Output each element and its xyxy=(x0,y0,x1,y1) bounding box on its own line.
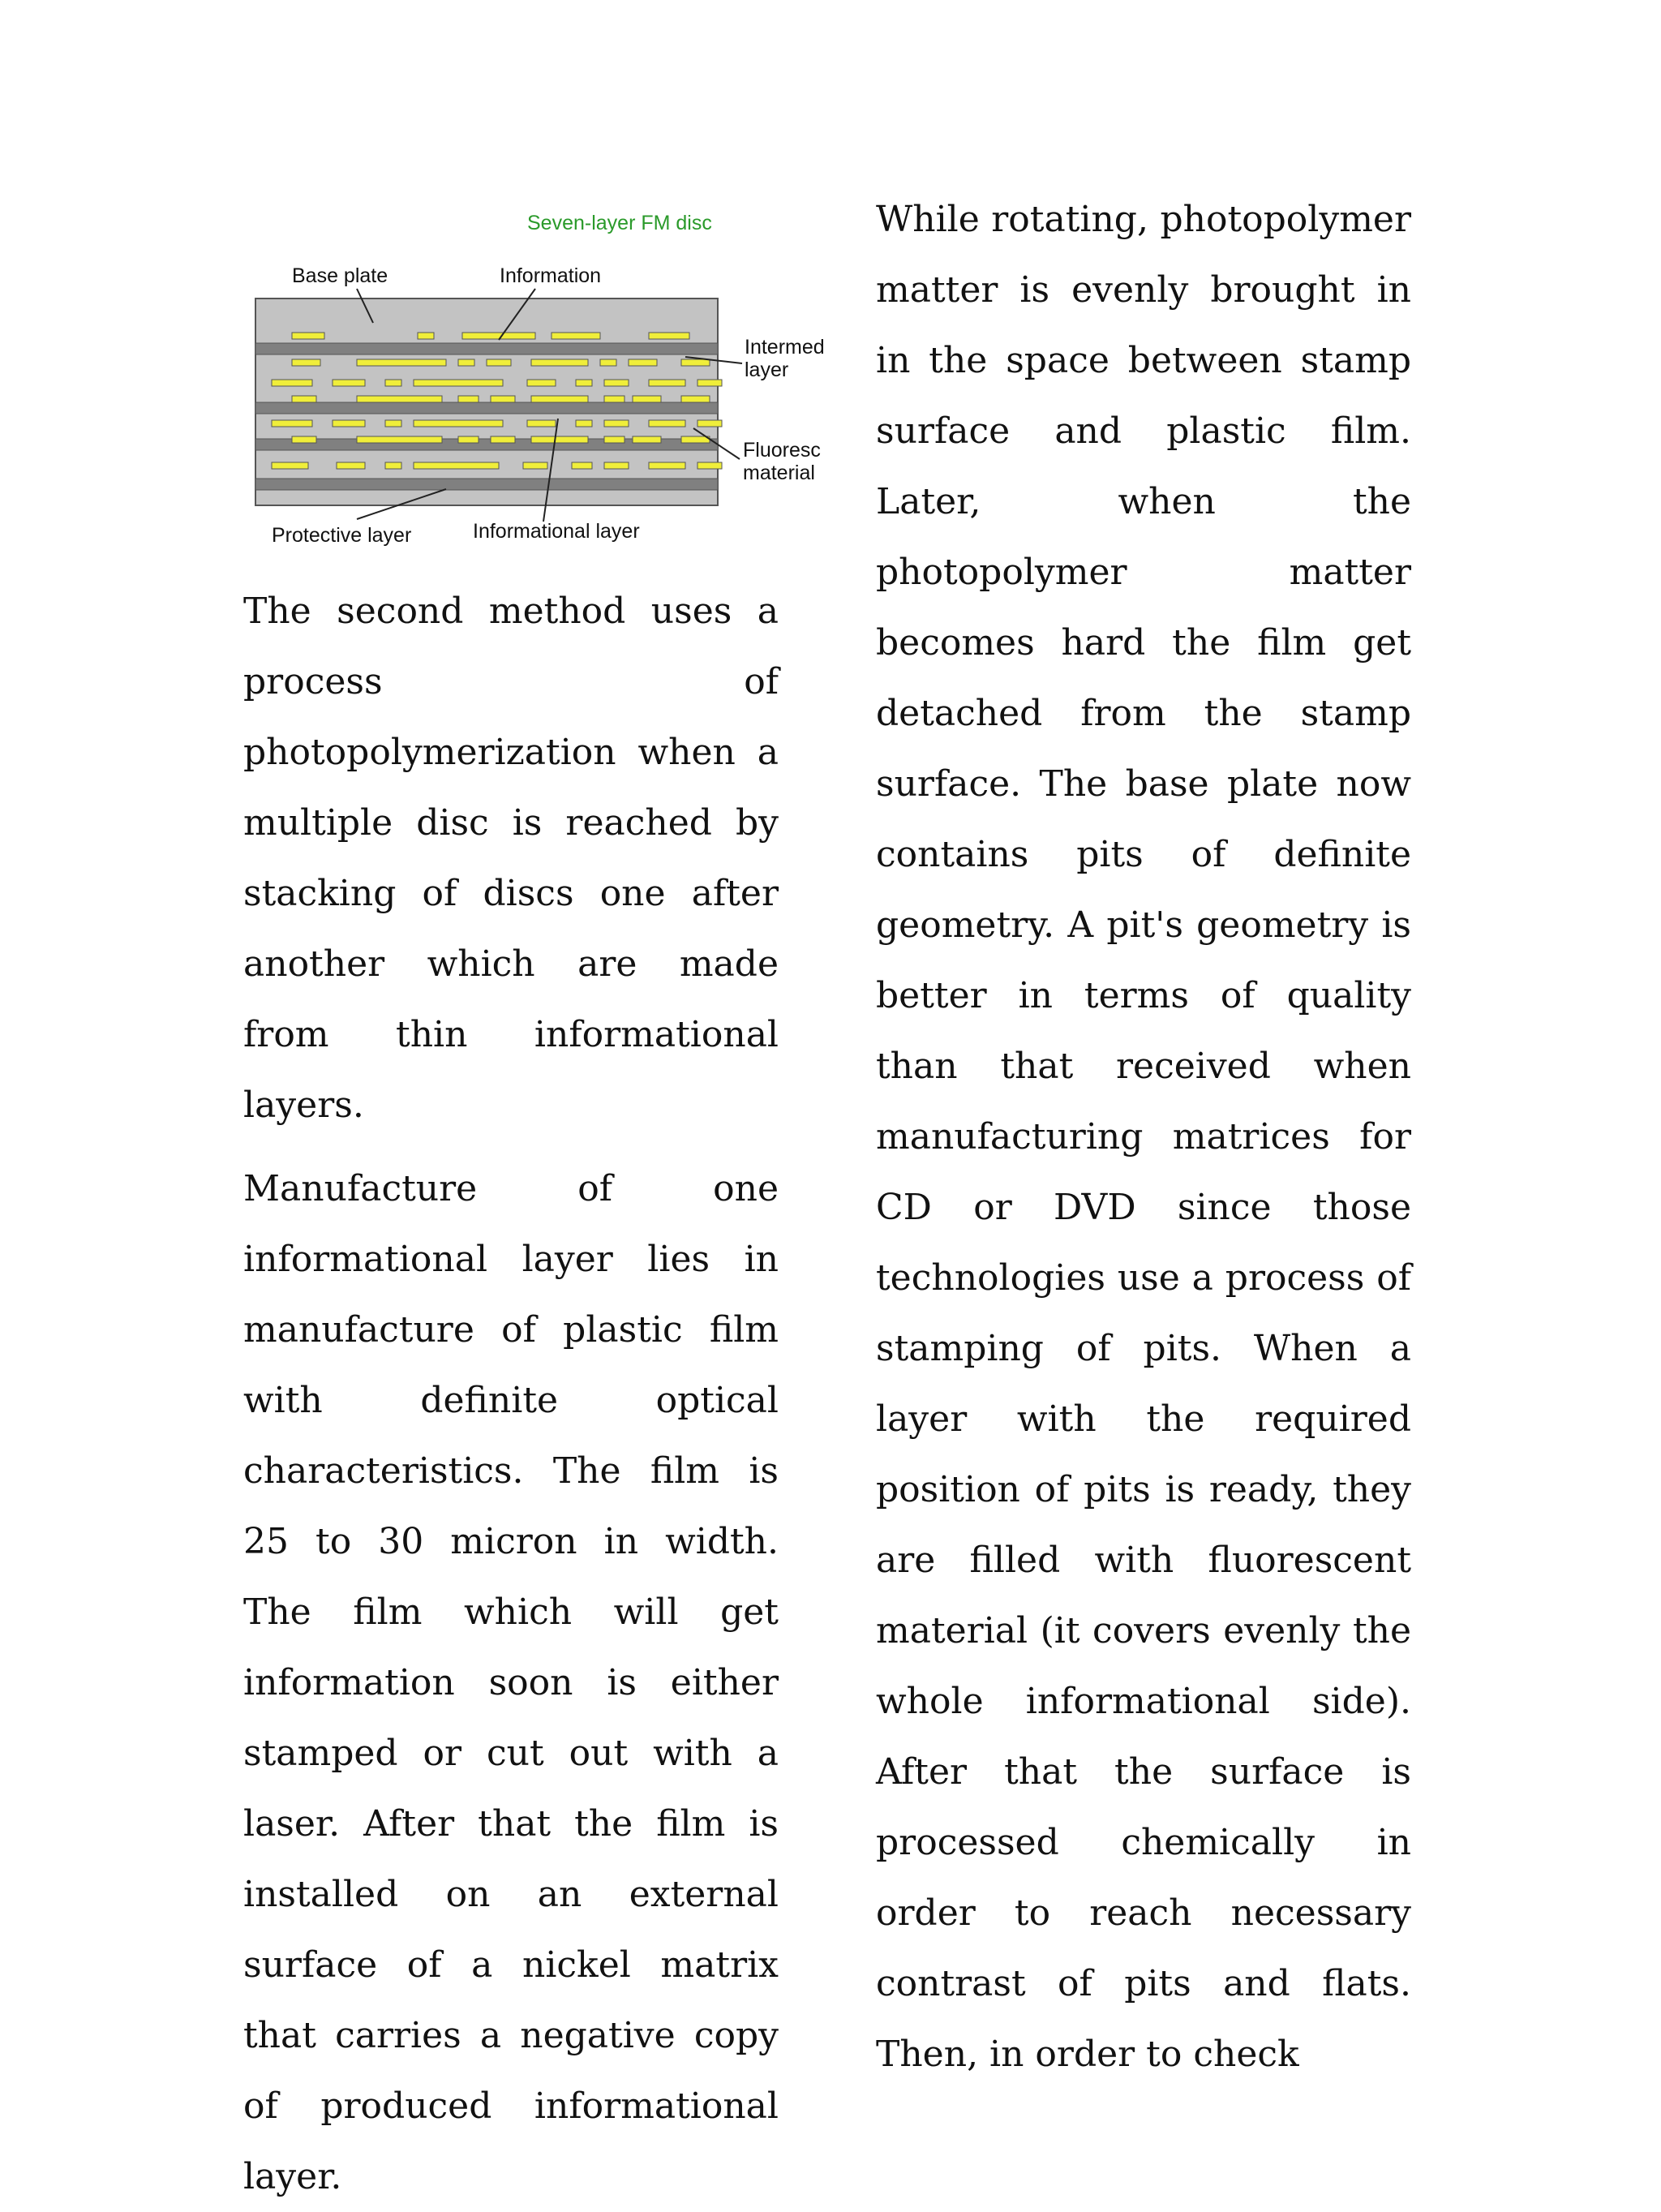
pit-7-6 xyxy=(572,462,592,469)
seven-layer-disc-figure xyxy=(243,193,827,552)
left-paragraph-2: Manufacture of one informational layer lies in manufacture of plastic film with definite optical characteristics. The film is 25 to 30 micron in width. The film which will get information soon is either stamped or cut out with a laser. After that the film is installed on an external surface of a nickel matrix that carries a negative copy of produced informational layer. xyxy=(243,1168,779,2197)
pit-2-1 xyxy=(292,359,320,366)
pit-3-8 xyxy=(649,380,685,386)
left-paragraph-1: The second method uses a process of photopolymerization when a multiple disc is reached by stacking of discs one after another which are made from thin informational layers. xyxy=(243,591,779,1126)
pit-7-4 xyxy=(414,462,499,469)
pit-2-3 xyxy=(458,359,474,366)
pit-3-7 xyxy=(604,380,629,386)
pit-2-7 xyxy=(629,359,657,366)
layer-divider-1 xyxy=(255,343,718,354)
pit-5-6 xyxy=(576,420,592,427)
label-intermediate: Intermed xyxy=(745,336,825,359)
label-information: Information xyxy=(500,264,602,287)
pit-7-2 xyxy=(337,462,365,469)
label-informational-layer: Informational layer xyxy=(473,520,640,543)
pit-6-5 xyxy=(531,436,588,443)
pit-2-5 xyxy=(531,359,588,366)
pit-6-8 xyxy=(681,436,710,443)
label-protective-layer: Protective layer xyxy=(272,524,412,547)
right-paragraph: While rotating, photopolymer matter is evenly brought in in the space between stamp surface and plastic film. Later, when the photopolymer matter becomes hard the film get detached from the stamp surface. The base plate now contains pits of definite geometry. A pit's geometry is better in terms of quality than that received when manufacturing matrices for CD or DVD since those technologies use a process of stamping of pits. When a layer with the required position of pits is ready, they are filled with fluorescent material (it covers evenly the whole informational side). After that the surface is processed chemically in order to reach necessary contrast of pits and flats. Then, in order to check xyxy=(876,199,1411,2075)
pit-1-2 xyxy=(418,333,434,339)
pit-2-4 xyxy=(487,359,511,366)
pit-7-7 xyxy=(604,462,629,469)
left-text-column xyxy=(243,576,779,2212)
pit-5-3 xyxy=(385,420,401,427)
pit-4-7 xyxy=(633,396,661,402)
pit-5-9 xyxy=(697,420,722,427)
pit-6-2 xyxy=(357,436,442,443)
layer-divider-2 xyxy=(255,402,718,414)
pit-6-1 xyxy=(292,436,316,443)
pit-5-1 xyxy=(272,420,312,427)
pit-2-2 xyxy=(357,359,446,366)
pit-2-8 xyxy=(681,359,710,366)
label-fluorescent-2: material xyxy=(743,462,815,484)
label-fluorescent: Fluoresc xyxy=(743,439,821,462)
pit-3-3 xyxy=(385,380,401,386)
pit-3-5 xyxy=(527,380,556,386)
pit-3-2 xyxy=(333,380,365,386)
pit-7-5 xyxy=(523,462,547,469)
pit-5-2 xyxy=(333,420,365,427)
disc-diagram xyxy=(243,193,827,552)
pit-4-3 xyxy=(458,396,479,402)
pit-4-5 xyxy=(531,396,588,402)
pit-6-6 xyxy=(604,436,624,443)
pit-2-6 xyxy=(600,359,616,366)
pit-7-8 xyxy=(649,462,685,469)
pit-1-1 xyxy=(292,333,324,339)
pit-4-4 xyxy=(491,396,515,402)
pit-1-3 xyxy=(462,333,535,339)
label-base-plate: Base plate xyxy=(292,264,388,287)
pit-6-3 xyxy=(458,436,479,443)
pit-3-9 xyxy=(697,380,722,386)
pit-4-2 xyxy=(357,396,442,402)
pit-6-4 xyxy=(491,436,515,443)
pit-5-8 xyxy=(649,420,685,427)
pit-5-5 xyxy=(527,420,556,427)
pit-3-1 xyxy=(272,380,312,386)
figure-title: Seven-layer FM disc xyxy=(527,212,712,234)
right-text-column xyxy=(876,184,1411,2090)
pit-4-8 xyxy=(681,396,710,402)
layer-divider-4 xyxy=(255,479,718,490)
label-intermediate-2: layer xyxy=(745,359,789,381)
pit-7-3 xyxy=(385,462,401,469)
pit-3-6 xyxy=(576,380,592,386)
pit-1-4 xyxy=(552,333,600,339)
pit-3-4 xyxy=(414,380,503,386)
pit-4-6 xyxy=(604,396,624,402)
pit-5-4 xyxy=(414,420,503,427)
pit-7-9 xyxy=(697,462,722,469)
pit-6-7 xyxy=(633,436,661,443)
pit-7-1 xyxy=(272,462,308,469)
pit-1-5 xyxy=(649,333,689,339)
pit-5-7 xyxy=(604,420,629,427)
pit-4-1 xyxy=(292,396,316,402)
